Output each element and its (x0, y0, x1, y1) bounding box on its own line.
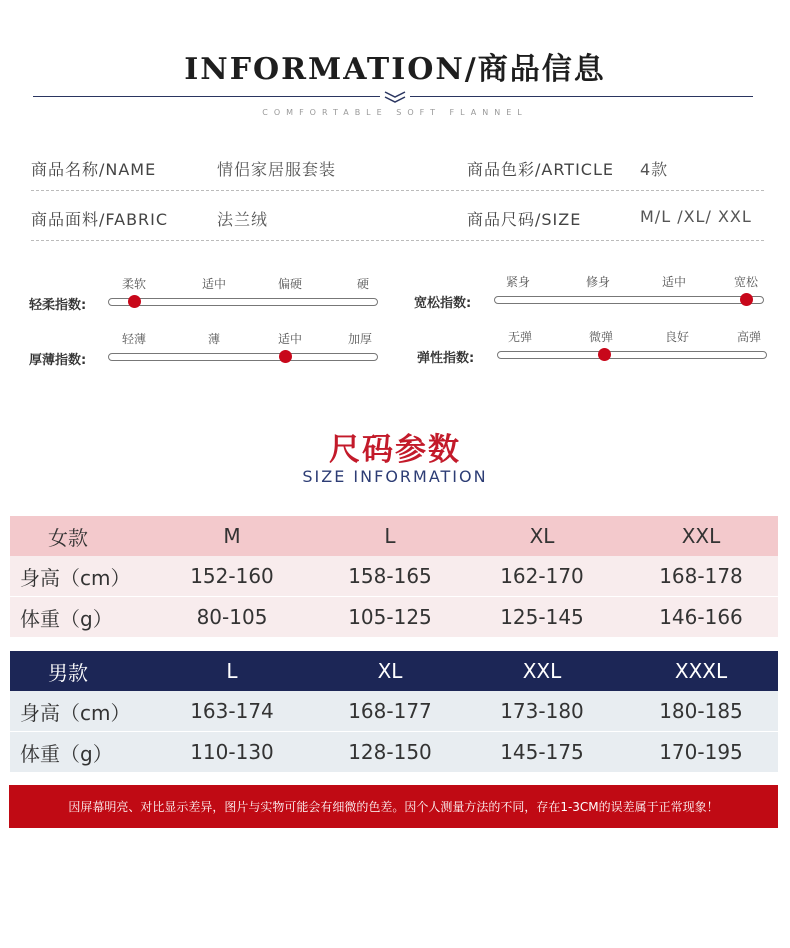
table-row (10, 556, 778, 596)
size-title: 尺码参数 (329, 432, 461, 468)
table-row (10, 691, 778, 731)
table-cell: 110-130 (190, 740, 274, 764)
table-cell: 105-125 (348, 605, 432, 629)
table-cell: 158-165 (348, 564, 432, 588)
size-label: 商品尺码/SIZE (467, 210, 582, 229)
table-header-row (10, 651, 778, 691)
index-tick-label: 适中 (661, 275, 686, 289)
index-tick-label: 偏硬 (277, 277, 302, 291)
index-tick-label: 紧身 (505, 275, 530, 289)
table-cell: 152-160 (190, 564, 274, 588)
table-header-cell: XXL (522, 659, 562, 683)
info-divider (31, 240, 764, 241)
title-divider-left (33, 96, 380, 97)
index-track (494, 296, 764, 304)
table-cell: 125-145 (500, 605, 584, 629)
index-label: 轻柔指数: (29, 298, 87, 313)
index-tick-label: 薄 (207, 332, 220, 346)
name-value: 情侣家居服套装 (217, 160, 337, 179)
table-header-cell: 男款 (48, 660, 88, 685)
table-cell: 168-177 (348, 699, 432, 723)
table-header-cell: XXL (681, 524, 721, 548)
index-tick-label: 适中 (277, 332, 302, 346)
title-divider-right (410, 96, 753, 97)
index-label: 宽松指数: (414, 296, 472, 311)
fabric-value: 法兰绒 (217, 210, 269, 229)
table-header-cell: L (384, 524, 396, 548)
table-header-cell: XL (529, 524, 555, 548)
index-tick-label: 无弹 (507, 330, 532, 344)
chevron-down-icon (383, 90, 407, 104)
article-value: 4款 (640, 160, 669, 179)
table-row (10, 596, 778, 637)
table-cell: 162-170 (500, 564, 584, 588)
table-cell: 80-105 (196, 605, 268, 629)
info-divider (31, 190, 764, 191)
index-tick-label: 高弹 (736, 330, 761, 344)
table-cell: 体重（g） (20, 741, 113, 766)
size-value: M/L /XL/ XXL (640, 207, 752, 226)
index-tick-label: 加厚 (347, 332, 372, 346)
table-header-cell: M (223, 524, 241, 548)
index-marker (128, 295, 141, 308)
table-header-cell: XXXL (674, 659, 728, 683)
index-track (108, 298, 378, 306)
table-header-cell: L (226, 659, 238, 683)
page-title: INFORMATION/商品信息 (184, 52, 606, 87)
index-tick-label: 良好 (664, 330, 689, 344)
table-cell: 173-180 (500, 699, 584, 723)
index-marker (740, 293, 753, 306)
index-tick-label: 轻薄 (121, 332, 146, 346)
table-cell: 163-174 (190, 699, 274, 723)
index-tick-label: 硬 (356, 277, 369, 291)
size-subtitle: SIZE INFORMATION (302, 467, 488, 486)
table-cell: 身高（cm） (20, 565, 131, 590)
index-track (108, 353, 378, 361)
table-cell: 128-150 (348, 740, 432, 764)
color-disclaimer: 因屏幕明亮、对比显示差异，图片与实物可能会有细微的色差。因个人测量方法的不同，存在1-3CM的误差属于正常现象！ (9, 785, 778, 828)
table-header-cell: XL (377, 659, 403, 683)
table-cell: 146-166 (659, 605, 743, 629)
index-label: 弹性指数: (417, 351, 475, 366)
page-subtitle: COMFORTABLE SOFT FLANNEL (262, 108, 528, 117)
index-marker (598, 348, 611, 361)
table-cell: 170-195 (659, 740, 743, 764)
table-cell: 身高（cm） (20, 700, 131, 725)
index-tick-label: 修身 (585, 275, 610, 289)
table-header-cell: 女款 (48, 525, 88, 550)
index-marker (279, 350, 292, 363)
table-row (10, 731, 778, 772)
name-label: 商品名称/NAME (31, 160, 157, 179)
index-tick-label: 柔软 (121, 277, 146, 291)
index-tick-label: 微弹 (588, 330, 613, 344)
table-cell: 145-175 (500, 740, 584, 764)
table-cell: 体重（g） (20, 606, 113, 631)
article-label: 商品色彩/ARTICLE (467, 160, 614, 179)
fabric-label: 商品面料/FABRIC (31, 210, 169, 229)
table-header-row (10, 516, 778, 556)
index-tick-label: 适中 (201, 277, 226, 291)
index-label: 厚薄指数: (29, 353, 87, 368)
table-cell: 168-178 (659, 564, 743, 588)
index-tick-label: 宽松 (733, 275, 758, 289)
index-track (497, 351, 767, 359)
table-cell: 180-185 (659, 699, 743, 723)
